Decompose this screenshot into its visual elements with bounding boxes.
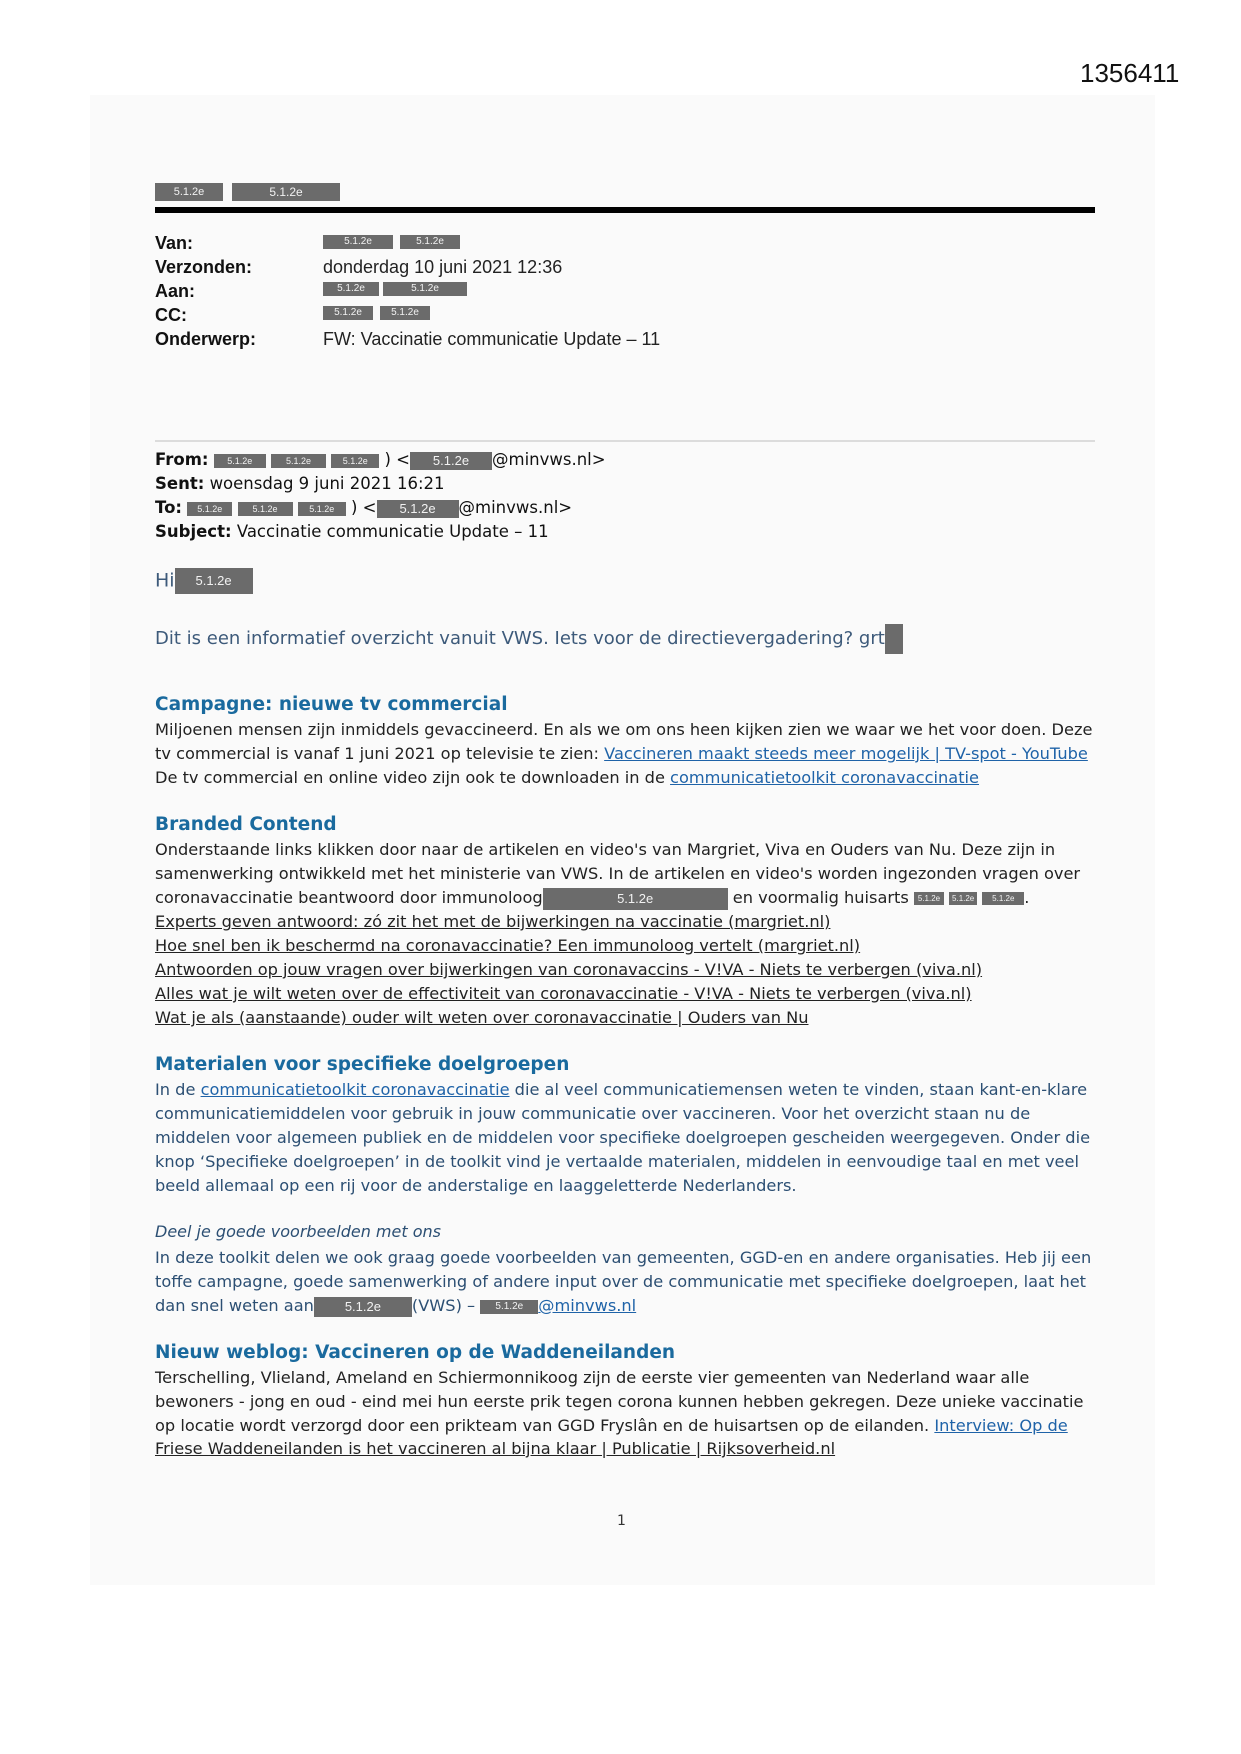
toolkit-link[interactable]: communicatietoolkit coronavaccinatie: [200, 1080, 510, 1099]
section-heading-weblog: Nieuw weblog: Vaccineren op de Waddeneilanden: [155, 1342, 676, 1363]
redaction-box: 5.1.2e: [982, 892, 1024, 905]
to-label: Aan:: [155, 281, 195, 301]
separator: [155, 440, 1095, 442]
weblog-line-3: [155, 1414, 1068, 1438]
interview-link-cont[interactable]: Friese Waddeneilanden is het vaccineren al bijna klaar | Publicatie | Rijksoverheid.nl: [155, 1439, 836, 1458]
redaction-box: 5.1.2e: [400, 235, 460, 249]
branded-link[interactable]: Hoe snel ben ik beschermd na coronavaccinatie? Een immunoloog vertelt (margriet.nl): [155, 936, 861, 955]
redaction-box: 5.1.2e: [383, 282, 467, 296]
redaction-box: 5.1.2e: [323, 235, 393, 249]
redaction-box: 5.1.2e: [271, 454, 326, 468]
subject-label: Onderwerp:: [155, 329, 257, 349]
redaction-box: 5.1.2e: [480, 1300, 538, 1314]
voorbeelden-line-3-a: dan snel weten aan: [155, 1296, 314, 1315]
fwd-sent-value: woensdag 9 juni 2021 16:21: [209, 474, 445, 493]
voorbeelden-line-3-b: (VWS) –: [411, 1296, 476, 1315]
cc-label: CC:: [155, 305, 187, 325]
redaction-box: 5.1.2e: [298, 502, 346, 516]
redaction-box: 5.1.2e: [187, 502, 232, 516]
fwd-sent-line: [155, 474, 445, 493]
fwd-to-domain: @minvws.nl>: [458, 498, 573, 517]
section-heading-branded: Branded Contend: [155, 814, 337, 835]
fwd-from-line: From: 5.1.2e 5.1.2e 5.1.2e ) < 5.1.2e @minvws.nl>: [155, 450, 606, 469]
redaction-box: 5.1.2e: [331, 454, 379, 468]
redaction-box: 5.1.2e: [410, 452, 492, 470]
campagne-line-3: [155, 766, 979, 790]
redaction-box: 5.1.2e: [543, 888, 728, 910]
toolkit-link[interactable]: communicatietoolkit coronavaccinatie: [670, 768, 980, 787]
weblog-line-3-text: op locatie wordt verzorgd door een prikteam van GGD Fryslân en de huisartsen op de eilanden.: [155, 1416, 935, 1435]
materialen-line-5: beeld allemaal op een rij voor de anderstalige en laaggeletterde Nederlanders.: [155, 1176, 797, 1195]
fwd-subject-line: [155, 522, 549, 541]
campagne-line-2: [155, 742, 1088, 766]
fwd-subject-label: Subject:: [155, 522, 232, 541]
greeting-line: [155, 568, 253, 594]
branded-line-3: coronavaccinatie beantwoord door immunoloog 5.1.2e en voormalig huisarts 5.1.2e 5.1.2e 5.1.2e .: [155, 886, 1029, 910]
intro-line: [155, 624, 903, 654]
greeting: Hi: [155, 569, 175, 592]
voorbeelden-line-3: [155, 1294, 636, 1318]
materialen-line-1-b: die al veel communicatiemensen weten te vinden, staan kant-en-klare: [509, 1080, 1088, 1099]
redaction-box: 5.1.2e: [214, 454, 266, 468]
interview-link[interactable]: Interview: Op de: [934, 1416, 1068, 1435]
redaction-box: 5.1.2e: [314, 1297, 412, 1317]
redaction-box: 5.1.2e: [323, 306, 373, 320]
campagne-line-2-text: tv commercial is vanaf 1 juni 2021 op televisie te zien:: [155, 744, 605, 763]
redaction-box: 5.1.2e: [175, 568, 253, 594]
fwd-from-label: From:: [155, 450, 209, 469]
email-link[interactable]: @minvws.nl: [538, 1296, 637, 1315]
campagne-line-1: Miljoenen mensen zijn inmiddels gevaccineerd. En als we om ons heen kijken zien we waar we het voor doen. Deze: [155, 720, 1093, 739]
tv-spot-link[interactable]: Vaccineren maakt steeds meer mogelijk | TV-spot - YouTube: [604, 744, 1088, 763]
fwd-sent-label: Sent:: [155, 474, 205, 493]
branded-line-3-b: en voormalig huisarts: [732, 888, 909, 907]
materialen-line-1-a: In de: [155, 1080, 201, 1099]
materialen-line-4: knop ‘Specifieke doelgroepen’ in de toolkit vind je vertaalde materialen, middelen in eenvoudige taal en met veel: [155, 1152, 1079, 1171]
fwd-subject-value: Vaccinatie communicatie Update – 11: [236, 522, 549, 541]
branded-line-2: samenwerking ontwikkeld met het ministerie van VWS. In de artikelen en video's worden ingezonden vragen over: [155, 864, 1081, 883]
header-rule: [155, 207, 1095, 213]
redaction-box: 5.1.2e: [155, 183, 223, 201]
branded-link[interactable]: Experts geven antwoord: zó zit het met de bijwerkingen na vaccinatie (margriet.nl): [155, 912, 831, 931]
redaction-box: 5.1.2e: [238, 502, 293, 516]
branded-line-1: Onderstaande links klikken door naar de artikelen en video's van Margriet, Viva en Ouders van Nu. Deze zijn in: [155, 840, 1056, 859]
fwd-to-line: To: 5.1.2e 5.1.2e 5.1.2e ) < 5.1.2e @minvws.nl>: [155, 498, 573, 517]
redaction-box: 5.1.2e: [232, 183, 340, 201]
from-label: Van:: [155, 233, 194, 253]
campagne-line-3-text: De tv commercial en online video zijn ook te downloaden in de: [155, 768, 671, 787]
redaction-box: 5.1.2e: [914, 892, 944, 905]
branded-link[interactable]: Antwoorden op jouw vragen over bijwerkingen van coronavaccins - V!VA - Niets te verbergen (viva.nl): [155, 960, 983, 979]
section-heading-campagne: Campagne: nieuwe tv commercial: [155, 694, 508, 715]
document-id: 1356411: [1080, 58, 1180, 88]
weblog-line-1: Terschelling, Vlieland, Ameland en Schiermonnikoog zijn de eerste vier gemeenten van Nederland waar alle: [155, 1368, 1030, 1387]
sub-heading-voorbeelden: Deel je goede voorbeelden met ons: [155, 1222, 441, 1241]
redaction-box: [885, 624, 903, 654]
redaction-box: 5.1.2e: [377, 500, 459, 518]
fwd-to-label: To:: [155, 498, 182, 517]
sent-label: Verzonden:: [155, 257, 253, 277]
redaction-box: 5.1.2e: [323, 282, 379, 296]
voorbeelden-line-2: toffe campagne, goede samenwerking of andere input over de communicatie met specifieke doelgroepen, laat het: [155, 1272, 1087, 1291]
page-number: 1: [617, 1513, 626, 1529]
branded-line-3-a: coronavaccinatie beantwoord door immunoloog: [155, 888, 543, 907]
materialen-line-1: [155, 1078, 1087, 1102]
branded-link[interactable]: Alles wat je wilt weten over de effectiviteit van coronavaccinatie - V!VA - Niets te verbergen (viva.nl): [155, 984, 972, 1003]
branded-link[interactable]: Wat je als (aanstaande) ouder wilt weten over coronavaccinatie | Ouders van Nu: [155, 1008, 809, 1027]
sent-value: donderdag 10 juni 2021 12:36: [323, 257, 563, 277]
weblog-line-2: bewoners - jong en oud - eind mei hun eerste prik tegen corona kunnen hebben gekregen. Deze unieke vaccinatie: [155, 1392, 1084, 1411]
materialen-line-2: communicatiemiddelen voor gebruik in jouw communicatie over vaccineren. Voor het overzicht staan nu de: [155, 1104, 1031, 1123]
materialen-line-3: middelen voor algemeen publiek en de middelen voor specifieke doelgroepen gescheiden weergegeven. Onder die: [155, 1128, 1091, 1147]
redaction-box: 5.1.2e: [380, 306, 430, 320]
intro-text: Dit is een informatief overzicht vanuit VWS. Iets voor de directievergadering? grt: [155, 628, 885, 649]
fwd-from-domain: @minvws.nl>: [492, 450, 606, 469]
section-heading-materialen: Materialen voor specifieke doelgroepen: [155, 1054, 570, 1075]
voorbeelden-line-1: In deze toolkit delen we ook graag goede voorbeelden van gemeenten, GGD-en en andere organisaties. Heb jij een: [155, 1248, 1092, 1267]
subject-value: FW: Vaccinatie communicatie Update – 11: [323, 329, 661, 349]
redaction-box: 5.1.2e: [949, 892, 977, 905]
